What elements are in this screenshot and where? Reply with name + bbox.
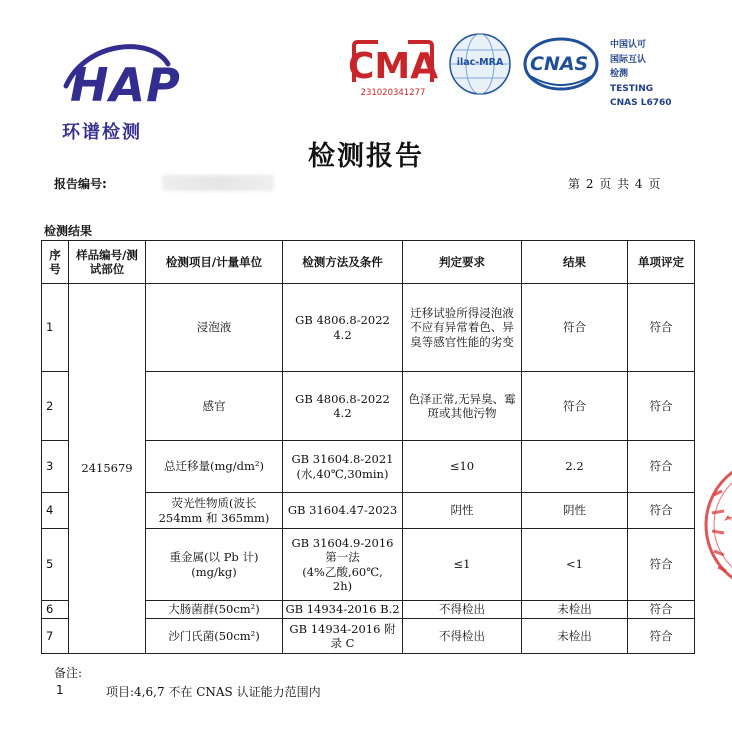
row-seq: 3 — [42, 441, 69, 493]
header-result — [522, 241, 628, 284]
header-method-text: 检测方法及条件 — [302, 254, 383, 269]
report-number-label: 报告编号: — [54, 177, 107, 191]
cnas-line: 中国认可 — [610, 40, 647, 50]
section-title: 检测结果 — [44, 224, 93, 238]
report-number-redacted — [162, 175, 274, 191]
page-info: 第 2 页 共 4 页 — [568, 177, 662, 191]
row-method: GB 31604.8-2021 (水,40℃,30min) — [283, 441, 403, 493]
row-seq: 4 — [42, 493, 69, 529]
row-judgement: 符合 — [628, 619, 695, 654]
header-seq-text: 序号 — [49, 247, 61, 276]
results-table — [41, 240, 695, 654]
red-seal-stamp — [700, 455, 732, 595]
row-method: GB 31604.9-2016 第一法 (4%乙酸,60℃, 2h) — [283, 529, 403, 601]
row-seq: 2 — [42, 372, 69, 441]
header-method — [283, 241, 403, 284]
cma-label: CMA — [348, 46, 438, 87]
row-seq: 1 — [42, 284, 69, 372]
header-sample — [69, 241, 146, 284]
header-judgement — [628, 241, 695, 284]
row-judgement: 符合 — [628, 493, 695, 529]
seal-stamp-icon — [700, 455, 732, 595]
header-result-text: 结果 — [563, 254, 586, 269]
row-method: GB 31604.47-2023 — [283, 493, 403, 529]
cma-mark — [348, 38, 438, 100]
cma-logo-icon — [348, 38, 438, 88]
table-row — [42, 284, 695, 372]
row-method: GB 4806.8-2022 4.2 — [283, 372, 403, 441]
sample-id-cell: 2415679 — [69, 284, 146, 654]
row-requirement: ≤1 — [403, 529, 522, 601]
cnas-line: CNAS L6760 — [610, 98, 672, 108]
header-item-text: 检测项目/计量单位 — [165, 254, 263, 269]
hap-logo — [56, 36, 181, 143]
row-requirement: 迁移试验所得浸泡液不应有异常着色、异臭等感官性能的劣变 — [403, 284, 522, 372]
notes-label: 备注: — [54, 666, 83, 680]
row-result: <1 — [522, 529, 628, 601]
row-result: 阴性 — [522, 493, 628, 529]
table-header-row — [42, 241, 695, 284]
cnas-line: 国际互认 — [610, 54, 647, 65]
row-judgement: 符合 — [628, 284, 695, 372]
row-requirement: 不得检出 — [403, 619, 522, 654]
row-method: GB 14934-2016 B.2 — [283, 601, 403, 619]
row-seq: 5 — [42, 529, 69, 601]
row-item: 荧光性物质(波长 254mm 和 365mm) — [146, 493, 283, 529]
row-item: 沙门氏菌(50cm²) — [146, 619, 283, 654]
row-seq: 6 — [42, 601, 69, 619]
header-item — [146, 241, 283, 284]
ilac-label: ilac-MRA — [456, 57, 504, 68]
row-result: 2.2 — [522, 441, 628, 493]
row-judgement: 符合 — [628, 529, 695, 601]
row-result: 符合 — [522, 284, 628, 372]
row-requirement: 色泽正常,无异臭、霉斑或其他污物 — [403, 372, 522, 441]
cnas-side-text — [610, 38, 680, 111]
hap-brand-text: HAP — [70, 58, 181, 112]
row-item: 重金属(以 Pb 计) (mg/kg) — [146, 529, 283, 601]
header-requirement-text: 判定要求 — [439, 254, 485, 269]
row-judgement: 符合 — [628, 372, 695, 441]
row-item: 总迁移量(mg/dm²) — [146, 441, 283, 493]
row-result: 符合 — [522, 372, 628, 441]
row-requirement: ≤10 — [403, 441, 522, 493]
row-item: 感官 — [146, 372, 283, 441]
row-item: 浸泡液 — [146, 284, 283, 372]
cnas-line: TESTING — [610, 83, 654, 94]
cnas-label: CNAS — [530, 53, 589, 75]
header-judgement-text: 单项评定 — [638, 254, 684, 269]
header-requirement — [403, 241, 522, 284]
row-result: 未检出 — [522, 619, 628, 654]
cnas-mark — [522, 36, 600, 92]
hap-name-cn: 环谱检测 — [62, 122, 142, 143]
row-judgement: 符合 — [628, 601, 695, 619]
row-seq: 7 — [42, 619, 69, 654]
row-requirement: 阴性 — [403, 493, 522, 529]
cma-number: 231020341277 — [360, 88, 426, 98]
note-text: 项目:4,6,7 不在 CNAS 认证能力范围内 — [106, 685, 321, 699]
row-result: 未检出 — [522, 601, 628, 619]
row-method: GB 4806.8-2022 4.2 — [283, 284, 403, 372]
row-item: 大肠菌群(50cm²) — [146, 601, 283, 619]
row-judgement: 符合 — [628, 441, 695, 493]
header-seq — [42, 241, 69, 284]
row-method: GB 14934-2016 附 录 C — [283, 619, 403, 654]
note-index: 1 — [56, 683, 64, 697]
ilac-mark — [448, 32, 512, 96]
row-requirement: 不得检出 — [403, 601, 522, 619]
cnas-line: 检测 — [610, 69, 629, 79]
document-title: 检测报告 — [308, 141, 424, 172]
header-sample-text: 样品编号/测试部位 — [76, 247, 138, 276]
